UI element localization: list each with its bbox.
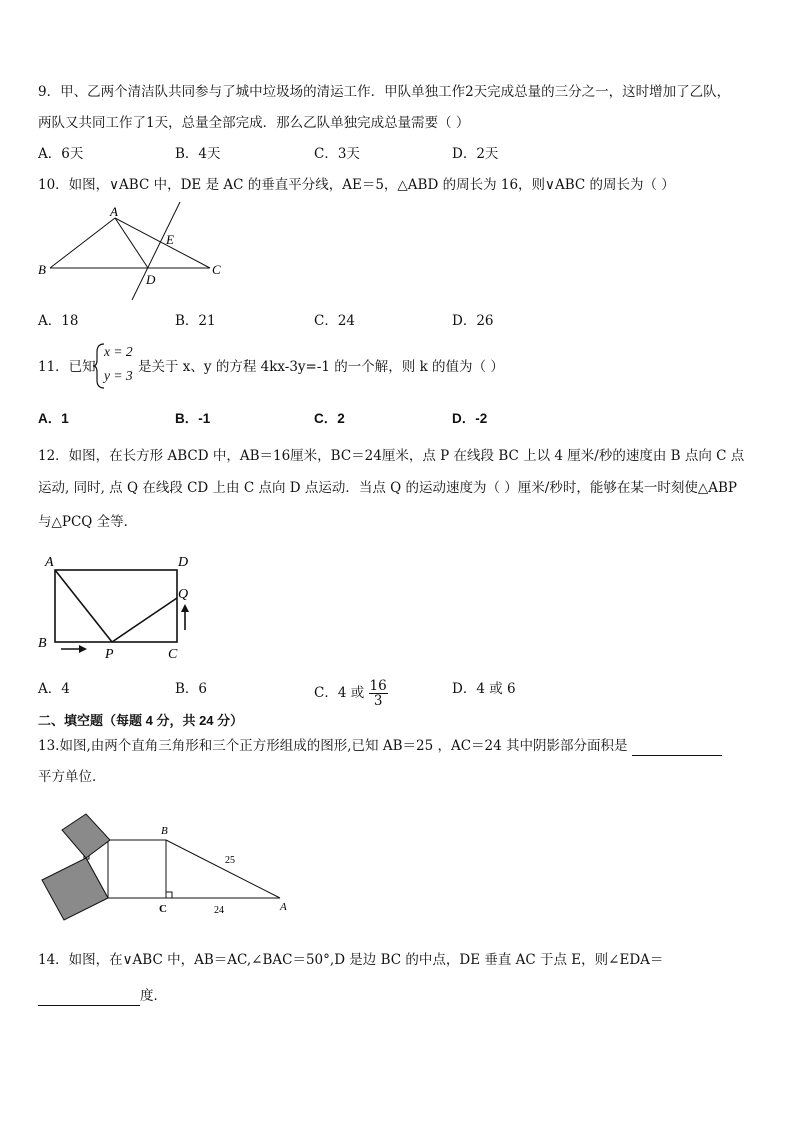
q14-answer-blank[interactable] [38,991,140,1006]
q11-eq1: x = 2 [104,344,133,359]
q11-eq2: y = 3 [104,368,133,383]
q12-label-q: Q [178,587,189,602]
q13-label-b: B [161,825,168,837]
q10-label-d: D [146,272,156,287]
q12-line1: 12．如图，在长方形 ABCD 中，AB＝16厘米，BC＝24厘米，点 P 在线段 BC 上以 4 厘米/秒的速度由 B 点向 C 点 [38,448,745,464]
q12-label-d: D [178,555,189,570]
q10-option-a: A．18 [38,313,79,329]
q11-option-d: D．-2 [452,411,488,426]
q13-text: 13.如图,由两个直角三角形和三个正方形组成的图形,已知 AB＝25 ，AC＝24 其中阴影部分面积是 [38,738,628,754]
q11-prefix: 11．已知 [38,359,96,375]
q13-answer-blank[interactable] [632,741,722,756]
fraction-numerator: 16 [369,678,387,694]
q10-label-b: B [38,262,46,277]
q13-line2: 平方单位． [38,769,106,785]
q10-figure [30,198,230,308]
q10-option-b: B．21 [175,313,216,329]
q11-option-b: B．-1 [175,411,211,426]
q11-option-a: A．1 [38,411,69,426]
q12-option-c [314,679,388,708]
q14-line1: 14．如图，在∨ABC 中，AB＝AC,∠BAC＝50°,D 是边 BC 的中点，DE 垂直 AC 于点 E，则∠EDA＝ [38,952,664,968]
q13-line1 [38,736,722,756]
q9-option-c: C．3天 [314,146,360,162]
q14-line2 [38,986,167,1006]
q12-label-a: A [45,555,54,570]
q13-figure [38,808,298,928]
q12-label-p: P [105,647,114,662]
q10-label-c: C [212,262,221,277]
q10-label-a: A [110,204,118,219]
fraction-denominator: 3 [373,693,383,709]
q10-option-c: C．24 [314,313,356,329]
q10-label-e: E [166,232,174,247]
q9-line2: 两队又共同工作了1天，总量全部完成．那么乙队单独完成总量需要（ ） [38,115,470,131]
q13-label-c: C [159,903,167,915]
q10-option-d: D．26 [452,313,494,329]
q11-suffix: 是关于 x、y 的方程 4kx-3y=-1 的一个解，则 k 的值为（ ） [138,359,504,375]
q12-line2: 运动, 同时, 点 Q 在线段 CD 上由 C 点向 D 点运动．当点 Q 的运动速度为（ ）厘米/秒时，能够在某一时刻使△ABP [38,480,737,496]
q9-option-a: A．6天 [38,146,84,162]
section-heading-fill-in: 二、填空题（每题 4 分，共 24 分） [38,713,244,728]
q12-line3: 与△PCQ 全等． [38,514,138,530]
q13-label-a: A [280,901,287,913]
q12-option-c-fraction [369,679,388,708]
q12-label-b: B [38,636,47,651]
q11-option-c: C．2 [314,411,345,426]
q9-option-d: D．2天 [452,146,499,162]
q12-option-b: B．6 [175,681,208,697]
q10-text: 10．如图，∨ABC 中，DE 是 AC 的垂直平分线，AE＝5，△ABD 的周长为 16，则∨ABC 的周长为（ ） [38,177,675,193]
q13-label-25: 25 [225,855,235,866]
q12-option-c-label: C．4 或 [314,685,365,701]
q12-label-c: C [168,647,178,662]
q12-option-a: A．4 [38,681,70,697]
q13-label-24: 24 [214,905,224,916]
q14-unit: 度． [140,988,167,1004]
q12-figure [35,550,205,665]
q9-line1: 9．甲、乙两个清洁队共同参与了城中垃圾场的清运工作．甲队单独工作2天完成总量的三分之一，这时增加了乙队， [38,84,731,100]
q12-option-d: D．4 或 6 [452,681,516,697]
q9-option-b: B．4天 [175,146,221,162]
